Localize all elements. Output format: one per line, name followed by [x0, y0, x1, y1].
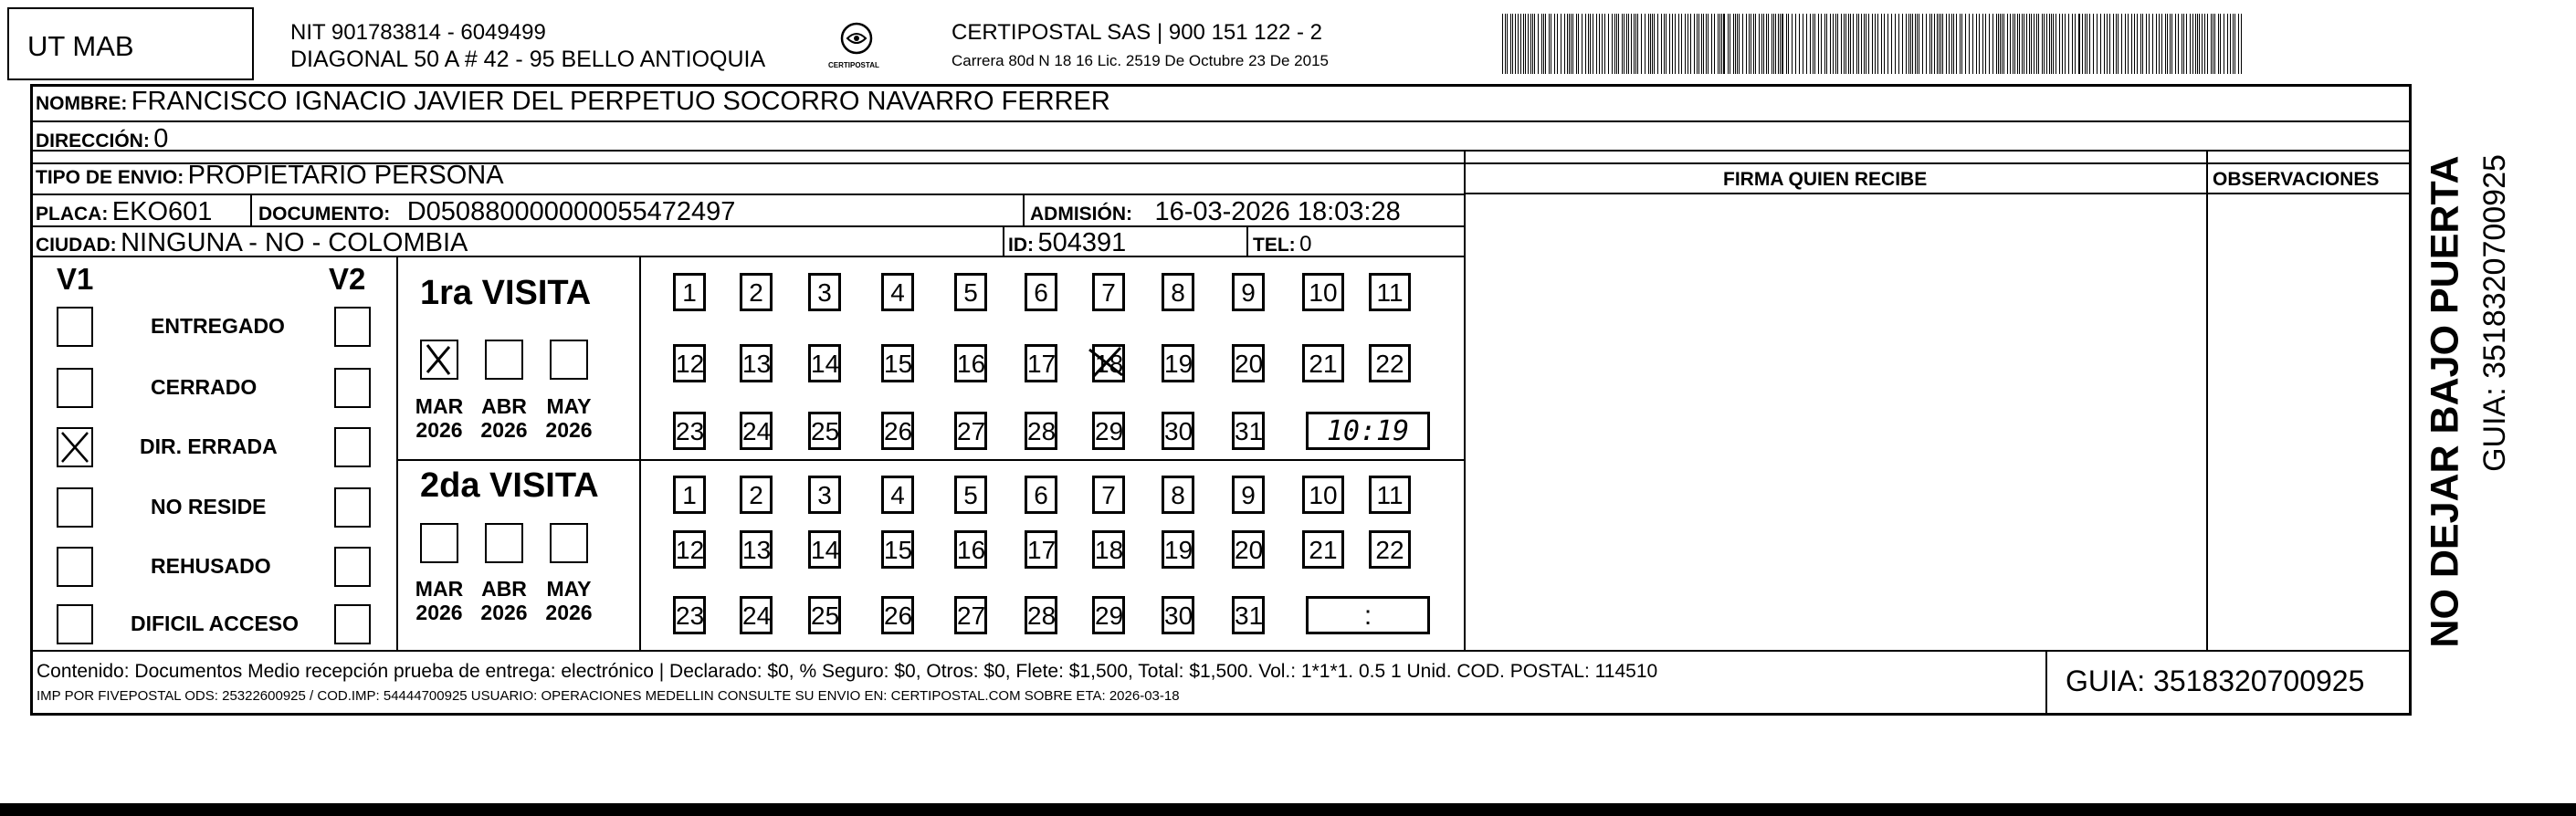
- day-box[interactable]: 22: [1369, 530, 1411, 569]
- day-box[interactable]: 10: [1302, 273, 1344, 311]
- status-label: DIFICIL ACCESO: [131, 612, 300, 635]
- day-box[interactable]: 15: [881, 530, 914, 569]
- v2-checkbox[interactable]: [334, 307, 371, 347]
- logo-text: CERTIPOSTAL: [828, 61, 879, 69]
- day-box[interactable]: 9: [1232, 476, 1265, 514]
- company-address: Carrera 80d N 18 16 Lic. 2519 De Octubre 23 De 2015: [952, 52, 1329, 69]
- day-box[interactable]: 17: [1025, 530, 1057, 569]
- month-checkbox[interactable]: [550, 340, 588, 380]
- second-visit-title: 2da VISITA: [420, 466, 599, 505]
- day-box[interactable]: 1: [673, 273, 706, 311]
- barcode-icon: [1502, 14, 2246, 74]
- tel-label: TEL:: [1253, 235, 1296, 256]
- admision-field: [1030, 199, 1401, 225]
- day-box[interactable]: 24: [740, 412, 773, 450]
- day-box[interactable]: 10: [1302, 476, 1344, 514]
- month-label: MAR 2026: [415, 394, 464, 443]
- day-box[interactable]: 21: [1302, 530, 1344, 569]
- day-box[interactable]: 12: [673, 530, 706, 569]
- day-box[interactable]: 22: [1369, 344, 1411, 382]
- company-name: CERTIPOSTAL SAS | 900 151 122 - 2: [952, 20, 1322, 45]
- day-box[interactable]: 31: [1232, 596, 1265, 634]
- day-box[interactable]: 18: [1092, 530, 1125, 569]
- direccion-field: [36, 126, 168, 152]
- v2-checkbox[interactable]: [334, 368, 371, 408]
- v1-checkbox[interactable]: [57, 368, 93, 408]
- ciudad-label: CIUDAD:: [36, 235, 117, 256]
- month-label: MAR 2026: [415, 577, 464, 625]
- day-box[interactable]: 20: [1232, 530, 1265, 569]
- day-box[interactable]: 2: [740, 273, 773, 311]
- day-box[interactable]: 30: [1162, 596, 1194, 634]
- sender-address: DIAGONAL 50 A # 42 - 95 BELLO ANTIOQUIA: [290, 47, 766, 72]
- bottom-border: [0, 803, 2576, 816]
- month-checkbox[interactable]: [485, 523, 523, 563]
- day-box[interactable]: 29: [1092, 412, 1125, 450]
- day-box[interactable]: 27: [954, 596, 987, 634]
- day-box[interactable]: 8: [1162, 273, 1194, 311]
- day-box[interactable]: 23: [673, 412, 706, 450]
- day-box[interactable]: 9: [1232, 273, 1265, 311]
- day-box[interactable]: 5: [954, 476, 987, 514]
- day-box[interactable]: 28: [1025, 412, 1057, 450]
- v1-checkbox[interactable]: [57, 547, 93, 587]
- x-mark-icon: [58, 429, 91, 466]
- time-box[interactable]: 10:19: [1306, 412, 1430, 450]
- day-box[interactable]: 7: [1092, 476, 1125, 514]
- day-box[interactable]: 4: [881, 476, 914, 514]
- v1-checkbox[interactable]: [57, 307, 93, 347]
- v1-checkbox[interactable]: [57, 427, 93, 467]
- placa-field: [36, 199, 212, 225]
- day-box[interactable]: 20: [1232, 344, 1265, 382]
- observaciones-area[interactable]: [2209, 194, 2409, 647]
- status-label: DIR. ERRADA: [140, 434, 278, 458]
- x-mark-icon: [1086, 344, 1126, 381]
- v1-checkbox[interactable]: [57, 604, 93, 644]
- tipo-envio-label: TIPO DE ENVIO:: [36, 167, 184, 188]
- day-box[interactable]: 16: [954, 344, 987, 382]
- status-label: REHUSADO: [151, 554, 271, 578]
- v1-checkbox[interactable]: [57, 487, 93, 528]
- day-box[interactable]: 21: [1302, 344, 1344, 382]
- day-box[interactable]: 7: [1092, 273, 1125, 311]
- v2-checkbox[interactable]: [334, 604, 371, 644]
- day-box[interactable]: 3: [808, 476, 841, 514]
- time-box[interactable]: :: [1306, 596, 1430, 634]
- side-guia: GUIA: 3518320700925: [2477, 154, 2512, 472]
- id-field: [1008, 230, 1126, 256]
- v2-label: V2: [329, 262, 366, 296]
- firma-area[interactable]: [1467, 194, 2204, 647]
- ciudad-value: NINGUNA - NO - COLOMBIA: [121, 228, 468, 257]
- direccion-value: 0: [153, 124, 169, 153]
- month-checkbox[interactable]: [420, 340, 458, 380]
- day-box[interactable]: 19: [1162, 530, 1194, 569]
- day-box[interactable]: 23: [673, 596, 706, 634]
- footer-guia: GUIA: 3518320700925: [2066, 664, 2365, 697]
- day-box[interactable]: 3: [808, 273, 841, 311]
- day-box[interactable]: 26: [881, 596, 914, 634]
- month-checkbox[interactable]: [420, 523, 458, 563]
- v2-checkbox[interactable]: [334, 427, 371, 467]
- status-label: NO RESIDE: [151, 495, 267, 518]
- x-mark-icon: [422, 341, 457, 378]
- placa-value: EKO601: [111, 197, 213, 226]
- nombre-label: NOMBRE:: [36, 93, 128, 114]
- nombre-field: [36, 89, 1110, 115]
- day-box[interactable]: 12: [673, 344, 706, 382]
- month-label: MAY 2026: [545, 394, 593, 443]
- direccion-label: DIRECCIÓN:: [36, 131, 150, 152]
- firma-header: FIRMA QUIEN RECIBE: [1723, 169, 1928, 190]
- status-label: CERRADO: [151, 375, 258, 399]
- documento-value: D050880000000055472497: [406, 197, 736, 226]
- day-box[interactable]: 25: [808, 596, 841, 634]
- day-box[interactable]: 14: [808, 530, 841, 569]
- day-box[interactable]: 8: [1162, 476, 1194, 514]
- day-box[interactable]: 15: [881, 344, 914, 382]
- admision-label: ADMISIÓN:: [1030, 204, 1132, 225]
- id-value: 504391: [1037, 228, 1127, 257]
- footer-content-line: Contenido: Documentos Medio recepción prueba de entrega: electrónico | Declarado: $0, % Seguro: $0, Otros: $0, Flete: $1,500, Total: $1,500. Vol.: 1*1*1. 0.5 1 Unid. COD. POSTAL: 114510: [37, 661, 1658, 682]
- v2-checkbox[interactable]: [334, 547, 371, 587]
- ciudad-field: [36, 230, 468, 256]
- tipo-envio-field: [36, 162, 504, 189]
- month-label: MAY 2026: [545, 577, 593, 625]
- day-box[interactable]: 31: [1232, 412, 1265, 450]
- day-box[interactable]: 1: [673, 476, 706, 514]
- day-box[interactable]: 30: [1162, 412, 1194, 450]
- day-box[interactable]: 27: [954, 412, 987, 450]
- day-box[interactable]: 6: [1025, 476, 1057, 514]
- day-box[interactable]: 24: [740, 596, 773, 634]
- month-checkbox[interactable]: [485, 340, 523, 380]
- day-box[interactable]: 26: [881, 412, 914, 450]
- nombre-value: FRANCISCO IGNACIO JAVIER DEL PERPETUO SOCORRO NAVARRO FERRER: [131, 87, 1110, 116]
- day-box[interactable]: 11: [1369, 273, 1411, 311]
- status-label: ENTREGADO: [151, 314, 285, 338]
- day-box[interactable]: 6: [1025, 273, 1057, 311]
- footer-print-line: IMP POR FIVEPOSTAL ODS: 25322600925 / COD.IMP: 54444700925 USUARIO: OPERACIONES MEDELLIN CONSULTE SU ENVIO EN: CERTIPOSTAL.COM SOBRE ETA: 2026-03-18: [37, 688, 1180, 704]
- first-visit-title: 1ra VISITA: [420, 274, 592, 312]
- day-box[interactable]: 19: [1162, 344, 1194, 382]
- day-box[interactable]: 2: [740, 476, 773, 514]
- v2-checkbox[interactable]: [334, 487, 371, 528]
- admision-value: 16-03-2026 18:03:28: [1154, 197, 1401, 226]
- day-box[interactable]: 18: [1092, 344, 1125, 382]
- observaciones-header: OBSERVACIONES: [2213, 169, 2380, 190]
- id-label: ID:: [1008, 235, 1034, 256]
- side-warning: NO DEJAR BAJO PUERTA: [2423, 155, 2467, 648]
- month-label: ABR 2026: [480, 577, 528, 625]
- day-box[interactable]: 16: [954, 530, 987, 569]
- month-checkbox[interactable]: [550, 523, 588, 563]
- ut-label: UT MAB: [27, 30, 134, 62]
- v1-label: V1: [57, 262, 94, 296]
- tel-value: 0: [1299, 232, 1312, 256]
- day-box[interactable]: 13: [740, 344, 773, 382]
- documento-field: [258, 199, 735, 225]
- day-box[interactable]: 25: [808, 412, 841, 450]
- day-box[interactable]: 17: [1025, 344, 1057, 382]
- day-box[interactable]: 29: [1092, 596, 1125, 634]
- documento-label: DOCUMENTO:: [258, 204, 391, 225]
- placa-label: PLACA:: [36, 204, 109, 225]
- tipo-envio-value: PROPIETARIO PERSONA: [187, 161, 504, 190]
- tel-field: [1253, 234, 1311, 256]
- month-label: ABR 2026: [480, 394, 528, 443]
- day-box[interactable]: 13: [740, 530, 773, 569]
- nit-text: NIT 901783814 - 6049499: [290, 20, 546, 45]
- day-box[interactable]: 5: [954, 273, 987, 311]
- day-box[interactable]: 14: [808, 344, 841, 382]
- day-box[interactable]: 28: [1025, 596, 1057, 634]
- day-box[interactable]: 4: [881, 273, 914, 311]
- day-box[interactable]: 11: [1369, 476, 1411, 514]
